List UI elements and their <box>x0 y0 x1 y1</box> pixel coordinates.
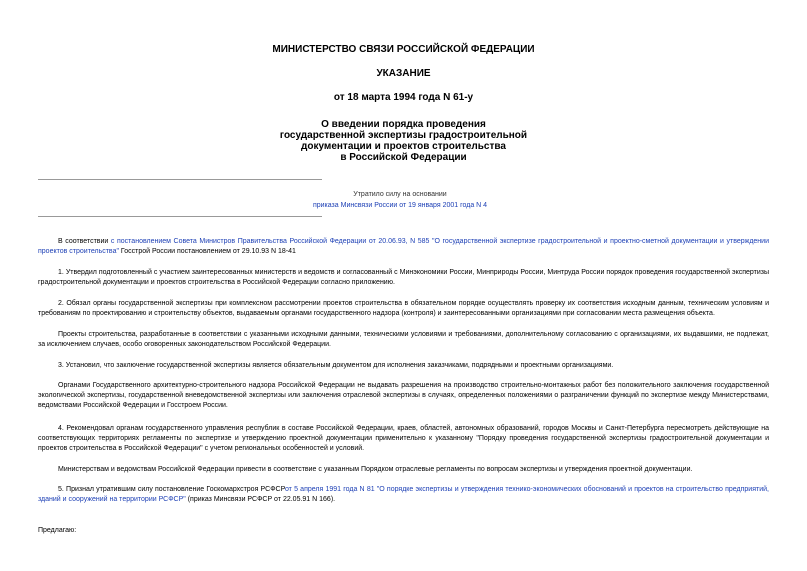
repeal-note-line <box>290 201 510 211</box>
repeal-note: Утратило силу на основании <box>353 191 447 198</box>
resolution-585-link[interactable]: с постановлением Совета Министров Правительства Российской Федерации от 20.06.93, N 585 "О государственной экспертизе градостроительной и проектно-сметной документации и утверждении проектов строительства" <box>38 238 769 255</box>
title-line: О введении порядка проведения <box>321 119 486 130</box>
paragraph-2: 2. Обязал органы государственной экспертизы при комплексном рассмотрении проектов строительства в обязательном порядке осуществлять проверку их соответствия исходным данным, техническим условиям и требованиям по проектированию и строительству объектов, выдаваемым органами государственного надзора (контроля) и заинтересованными организациями при согласовании места размещения объекта. <box>38 300 769 317</box>
document-title <box>0 119 807 163</box>
proposal-label: Предлагаю: <box>38 527 77 534</box>
paragraph-3-continued: Органами Государственного архитектурно-строительного надзора Российской Федерации не выдавать разрешения на производство строительно-монтажных работ без положительного заключения государственной экологической экспертизы, государственной вневедомственной экспертизы или заключения отраслевой экспертизы в случаях, определенных положениями о разграничении функций по экспертизе между Министерствами, ведомствами Российской Федерации и Госстроем России. <box>38 382 769 409</box>
title-line: государственной экспертизы градостроительной <box>279 130 528 141</box>
paragraph-5-text-before: 5. Признал утратившим силу постановление Госкомархстроя РСФСР <box>58 486 285 493</box>
paragraph-5-text-after: (приказ Минсвязи РСФСР от 22.05.91 N 166). <box>185 496 336 503</box>
date-number-heading: от 18 марта 1994 года N 61-у <box>333 92 474 103</box>
intro-text-before: В соответствии <box>58 238 111 245</box>
paragraph-4-continued: Министерствам и ведомствам Российской Федерации привести в соответствие с указанным Порядком отраслевые регламенты по вопросам экспертизы и утверждения проектной документации. <box>58 466 693 473</box>
title-line: документации и проектов строительства <box>301 141 506 152</box>
intro-paragraph <box>38 237 769 257</box>
ministry-heading: МИНИСТЕРСТВО СВЯЗИ РОССИЙСКОЙ ФЕДЕРАЦИИ <box>272 44 535 55</box>
title-line: в Российской Федерации <box>340 152 467 163</box>
document-type-heading: УКАЗАНИЕ <box>376 68 431 79</box>
paragraph-2-continued: Проекты строительства, разработанные в соответствии с указанными исходными данными, техническими условиями и требованиями, дополнительному согласованию с организациями, их выдавшими, не подлежат, за исключением случаев, особо оговоренных законодательством Российской Федерации. <box>38 331 769 348</box>
paragraph-3: 3. Установил, что заключение государственной экспертизы является обязательным документом для исполнения заказчиками, подрядными и проектными организациями. <box>58 362 614 369</box>
divider-bottom <box>38 216 322 217</box>
resolution-81-link[interactable]: от 5 апреля 1991 года N 81 "О порядке экспертизы и утверждения технико-экономических обоснований и проектов на строительство предприятий, зданий и сооружений на территории РСФСР" <box>38 486 769 503</box>
paragraph-1: 1. Утвердил подготовленный с участием заинтересованных министерств и ведомств и согласованный с Минэкономики России, Минприроды России, Минтруда России порядок проведения государственной экспертизы градостроительной документации и проектов строительства в Российской Федерации согласно приложению. <box>38 269 769 286</box>
intro-text-after: Госстрой России постановлением от 29.10.93 N 18-41 <box>118 248 296 255</box>
paragraph-4: 4. Рекомендовал органам государственного управления республик в составе Российской Федерации, краев, областей, автономных образований, городов Москвы и Санкт-Петербурга пересмотреть действующие на соответствующих территориях регламенты по экспертизе и утверждению проектной документации применительно к указанному "Порядку проведения государственной экспертизы градостроительной документации и проектов строительства в Российской Федерации" с учетом региональных особенностей и условий. <box>38 425 769 452</box>
repeal-order-link[interactable]: приказа Минсвязи России от 19 января 2001 года N 4 <box>312 202 488 209</box>
divider-top <box>38 179 322 180</box>
paragraph-5 <box>38 485 769 505</box>
